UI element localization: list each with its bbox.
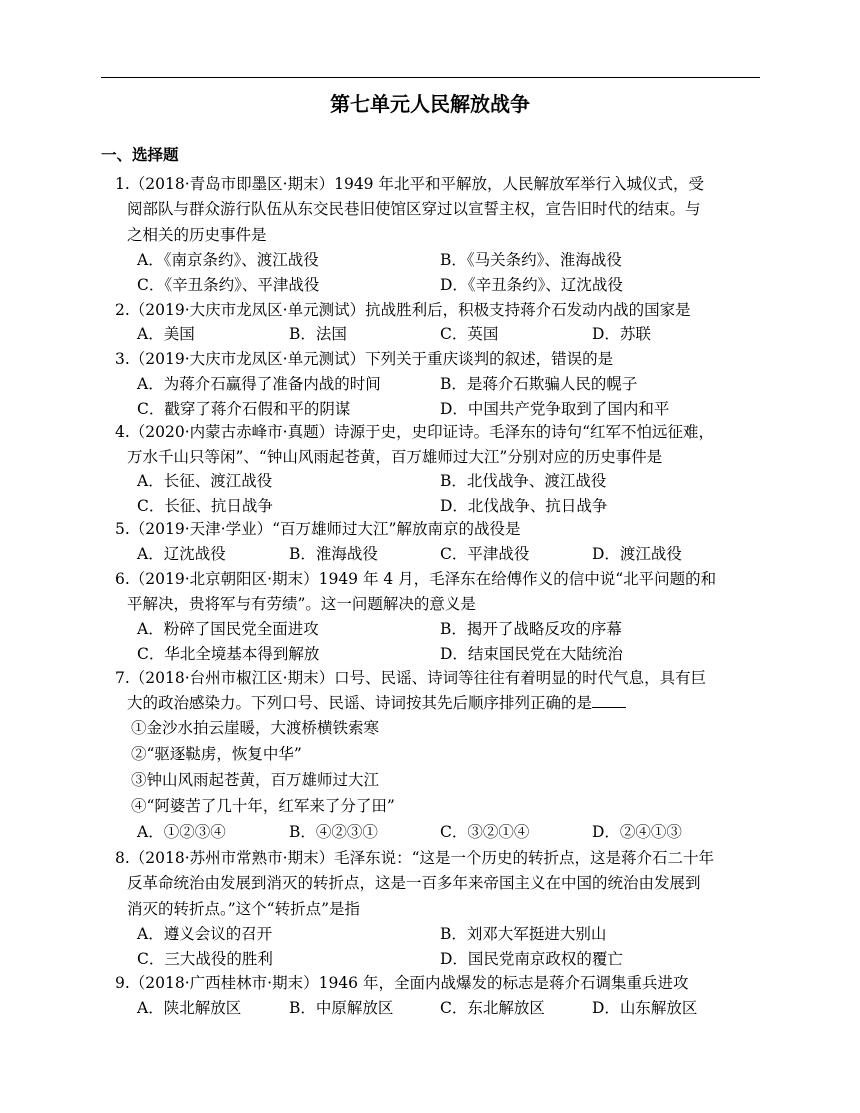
question-9 [115, 971, 760, 996]
option-c[interactable]: C．三大战役的胜利 [137, 950, 273, 969]
option-b[interactable]: B．揭开了战略反攻的序幕 [440, 620, 622, 638]
option-d[interactable]: D．国民党南京政权的覆亡 [440, 950, 623, 969]
question-number: 8. [115, 849, 130, 867]
question-stem: （2019·北京朝阳区·期末）1949 年 4 月，毛泽东在给傅作义的信中说“北平问题的和 [129, 570, 717, 588]
question-stem-continued: 消灭的转折点。”这个“转折点”是指 [127, 899, 361, 918]
question-stem-continued: 平解决，贵将军与有劳绩”。这一问题解决的意义是 [127, 595, 476, 614]
options-7 [137, 820, 760, 845]
options-6 [137, 617, 760, 668]
question-stem: （2020·内蒙古赤峰市·真题）诗源于史，史印证诗。毛泽东的诗句“红军不怕远征难， [129, 423, 715, 441]
question-stem-continued: 之相关的历史事件是 [127, 225, 267, 244]
option-c[interactable]: C．③②①④ [440, 823, 530, 841]
option-c[interactable]: C．英国 [440, 325, 499, 343]
question-1 [115, 172, 760, 248]
header-rule [101, 77, 760, 78]
option-a[interactable]: A．遵义会议的召开 [137, 925, 273, 943]
option-d[interactable]: D．中国共产党争取到了国内和平 [440, 400, 670, 419]
option-d[interactable]: D．苏联 [592, 325, 651, 343]
option-c[interactable]: C．长征、抗日战争 [137, 497, 273, 516]
question-stem: （2018·台州市椒江区·期末）口号、民谣、诗词等往往有着明显的时代气息，具有巨 [129, 669, 707, 687]
question-2 [115, 298, 760, 323]
option-a[interactable]: A．①②③④ [137, 823, 226, 841]
question-number: 7. [115, 669, 130, 687]
question-number: 2. [115, 301, 130, 319]
section-heading: 一、选择题 [101, 146, 179, 164]
question-stem-continued: 反革命统治由发展到消灭的转折点，这是一百多年来帝国主义在中国的统治由发展到 [127, 874, 701, 893]
options-9 [137, 996, 760, 1021]
question-number: 1. [115, 175, 130, 193]
question-stem-continued: 阅部队与群众游行队伍从东交民巷旧使馆区穿过以宣誓主权，宣告旧时代的结束。与 [127, 200, 701, 219]
question-8 [115, 846, 760, 922]
option-a[interactable]: A．美国 [137, 325, 195, 343]
list-item: ①金沙水拍云崖暖，大渡桥横铁索寒 [131, 719, 380, 737]
option-d[interactable]: D．山东解放区 [592, 999, 698, 1017]
options-8 [137, 922, 760, 973]
question-number: 5. [115, 520, 130, 538]
options-1 [137, 248, 760, 299]
question-7 [115, 666, 760, 717]
option-a[interactable]: A．为蒋介石赢得了准备内战的时间 [137, 375, 381, 393]
option-b[interactable]: B．淮海战役 [289, 545, 378, 563]
option-a[interactable]: A．陕北解放区 [137, 999, 242, 1017]
options-3 [137, 372, 760, 423]
option-c[interactable]: C．戳穿了蒋介石假和平的阴谋 [137, 400, 351, 419]
option-d[interactable]: D．②④①③ [592, 823, 682, 841]
question-stem: （2019·大庆市龙凤区·单元测试）抗战胜利后，积极支持蒋介石发动内战的国家是 [129, 301, 691, 319]
option-b[interactable]: B．法国 [289, 325, 347, 343]
question-3 [115, 347, 760, 372]
question-4 [115, 420, 760, 471]
option-a[interactable]: A．长征、渡江战役 [137, 472, 273, 490]
list-item: ④“阿婆苦了几十年，红军来了分了田” [131, 797, 395, 815]
question-stem: （2019·大庆市龙凤区·单元测试）下列关于重庆谈判的叙述，错误的是 [129, 350, 614, 368]
options-4 [137, 469, 760, 520]
option-b[interactable]: B．是蒋介石欺骗人民的幌子 [440, 375, 638, 393]
question-stem: （2019·天津·学业）“百万雄师过大江”解放南京的战役是 [129, 520, 521, 538]
option-b[interactable]: B．④②③① [289, 823, 378, 841]
option-b[interactable]: B．刘邓大军挺进大别山 [440, 925, 607, 943]
question-number: 3. [115, 350, 130, 368]
question-stem-continued: 万水千山只等闲”、“钟山风雨起苍黄，百万雄师过大江”分别对应的历史事件是 [127, 448, 663, 467]
option-b[interactable]: B．北伐战争、渡江战役 [440, 472, 607, 490]
option-b[interactable]: B．中原解放区 [289, 999, 394, 1017]
option-c[interactable]: C．平津战役 [440, 545, 530, 563]
option-d[interactable]: D．北伐战争、抗日战争 [440, 497, 608, 516]
question-number: 6. [115, 570, 130, 588]
option-d[interactable]: D．《辛丑条约》、辽沈战役 [440, 276, 623, 295]
option-c[interactable]: C．《辛丑条约》、平津战役 [137, 276, 320, 295]
option-a[interactable]: A．粉碎了国民党全面进攻 [137, 620, 319, 638]
question-stem-continued: 大的政治感染力。下列口号、民谣、诗词按其先后顺序排列正确的是 [127, 694, 593, 713]
question-6 [115, 567, 760, 618]
answer-blank[interactable] [592, 693, 626, 708]
page-title: 第七单元人民解放战争 [330, 92, 530, 116]
option-b[interactable]: B．《马关条约》、淮海战役 [440, 251, 622, 269]
question-number: 4. [115, 423, 130, 441]
question-5 [115, 517, 760, 542]
question-stem: （2018·苏州市常熟市·期末）毛泽东说：“这是一个历史的转折点，这是蒋介石二十年 [129, 849, 715, 867]
option-d[interactable]: D．结束国民党在大陆统治 [440, 645, 623, 664]
list-item: ③钟山风雨起苍黄，百万雄师过大江 [131, 771, 380, 789]
option-d[interactable]: D．渡江战役 [592, 545, 682, 563]
question-stem: （2018·青岛市即墨区·期末）1949 年北平和平解放，人民解放军举行入城仪式，受 [129, 175, 704, 193]
option-a[interactable]: A．辽沈战役 [137, 545, 226, 563]
list-item: ②“驱逐鞑虏，恢复中华” [131, 745, 302, 763]
options-2 [137, 322, 760, 347]
question-number: 9. [115, 974, 130, 992]
question-stem: （2018·广西桂林市·期末）1946 年，全面内战爆发的标志是蒋介石调集重兵进攻 [129, 974, 689, 992]
options-5 [137, 542, 760, 567]
option-c[interactable]: C．华北全境基本得到解放 [137, 645, 320, 664]
option-c[interactable]: C．东北解放区 [440, 999, 545, 1017]
option-a[interactable]: A．《南京条约》、渡江战役 [137, 251, 319, 269]
